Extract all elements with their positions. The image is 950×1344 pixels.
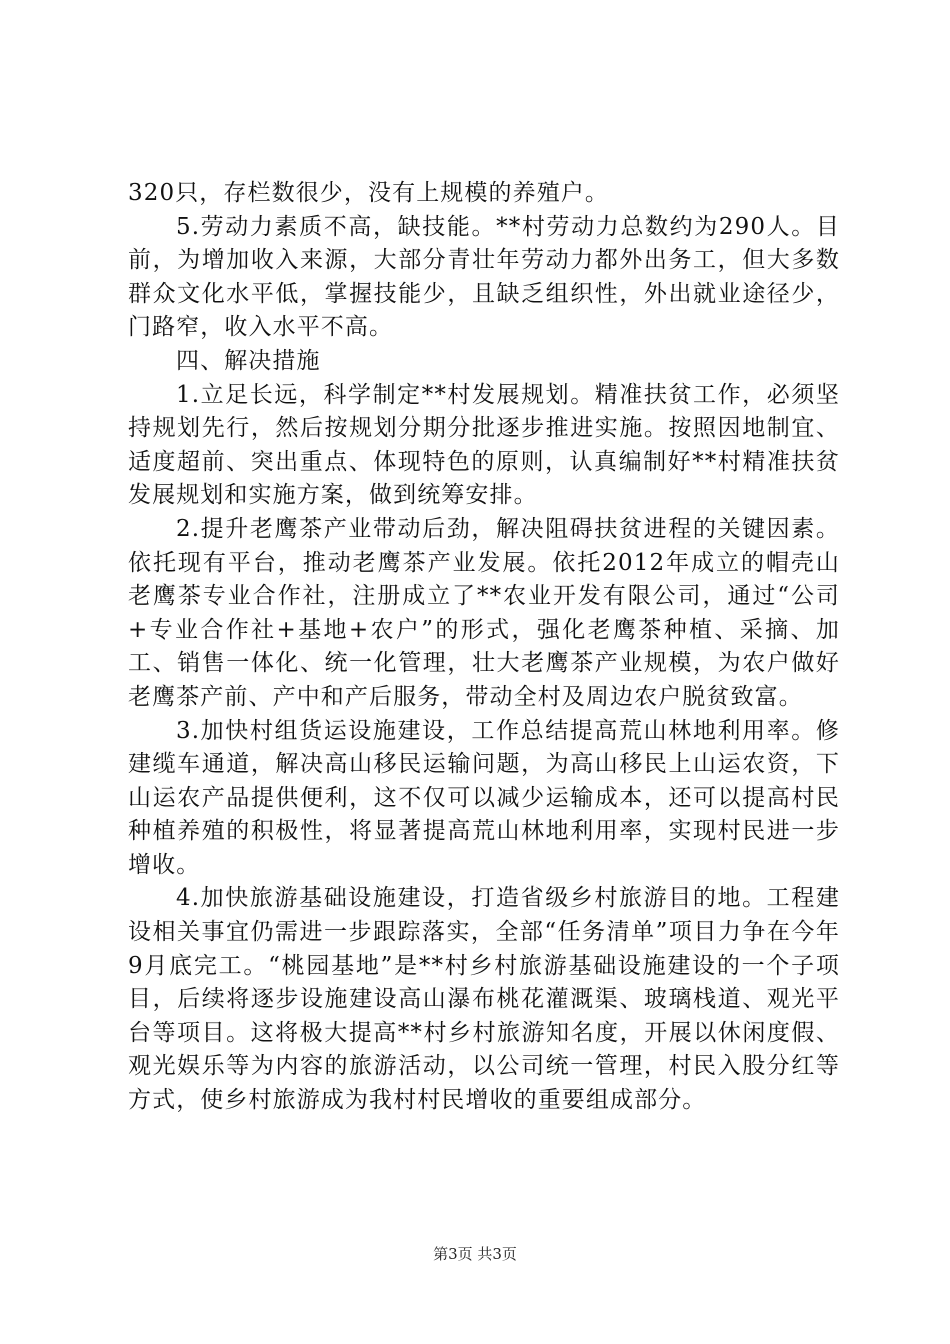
paragraph-labor-quality: 5.劳动力素质不高，缺技能。**村劳动力总数约为290人。目前，为增加收入来源，大部分青壮年劳动力都外出务工，但大多数群众文化水平低，掌握技能少，且缺乏组织性，外出就业途径少，门路窄，收入水平不高。 [128,213,840,341]
paragraph-measure-freight: 3.加快村组货运设施建设，工作总结提高荒山林地利用率。修建缆车通道，解决高山移民运输问题，为高山移民上山运农资，下山运农产品提供便利，这不仅可以减少运输成本，还可以提高村民种植养殖的积极性，将显著提高荒山林地利用率，实现村民进一步增收。 [128,717,840,878]
page-number-footer: 第3页 共3页 [433,1245,517,1263]
paragraph-livestock-continued: 320只，存栏数很少，没有上规模的养殖户。 [128,180,609,206]
paragraph-measure-tourism: 4.加快旅游基础设施建设，打造省级乡村旅游目的地。工程建设相关事宜仍需进一步跟踪落实，全部“任务清单”项目力争在今年9月底完工。“桃园基地”是**村乡村旅游基础设施建设的一个子项目，后续将逐步设施建设高山瀑布桃花灌溉渠、玻璃栈道、观光平台等项目。这将极大提高**村乡村旅游知名度，开展以休闲度假、观光娱乐等为内容的旅游活动，以公司统一管理，村民入股分红等方式，使乡村旅游成为我村村民增收的重要组成部分。 [128,885,840,1114]
paragraph-measure-tea-industry: 2.提升老鹰茶产业带动后劲，解决阻碍扶贫进程的关键因素。依托现有平台，推动老鹰茶产业发展。依托2012年成立的帽壳山老鹰茶专业合作社，注册成立了**农业开发有限公司，通过“公司+专业合作社+基地+农户”的形式，强化老鹰茶种植、采摘、加工、销售一体化、统一化管理，壮大老鹰茶产业规模，为农户做好老鹰茶产前、产中和产后服务，带动全村及周边农户脱贫致富。 [128,515,840,710]
document-body [128,177,840,1118]
section-heading-solutions: 四、解决措施 [176,347,321,374]
paragraph-measure-planning: 1.立足长远，科学制定**村发展规划。精准扶贫工作，必须坚持规划先行，然后按规划分期分批逐步推进实施。按照因地制宜、适度超前、突出重点、体现特色的原则，认真编制好**村精准扶贫发展规划和实施方案，做到统筹安排。 [128,381,840,509]
